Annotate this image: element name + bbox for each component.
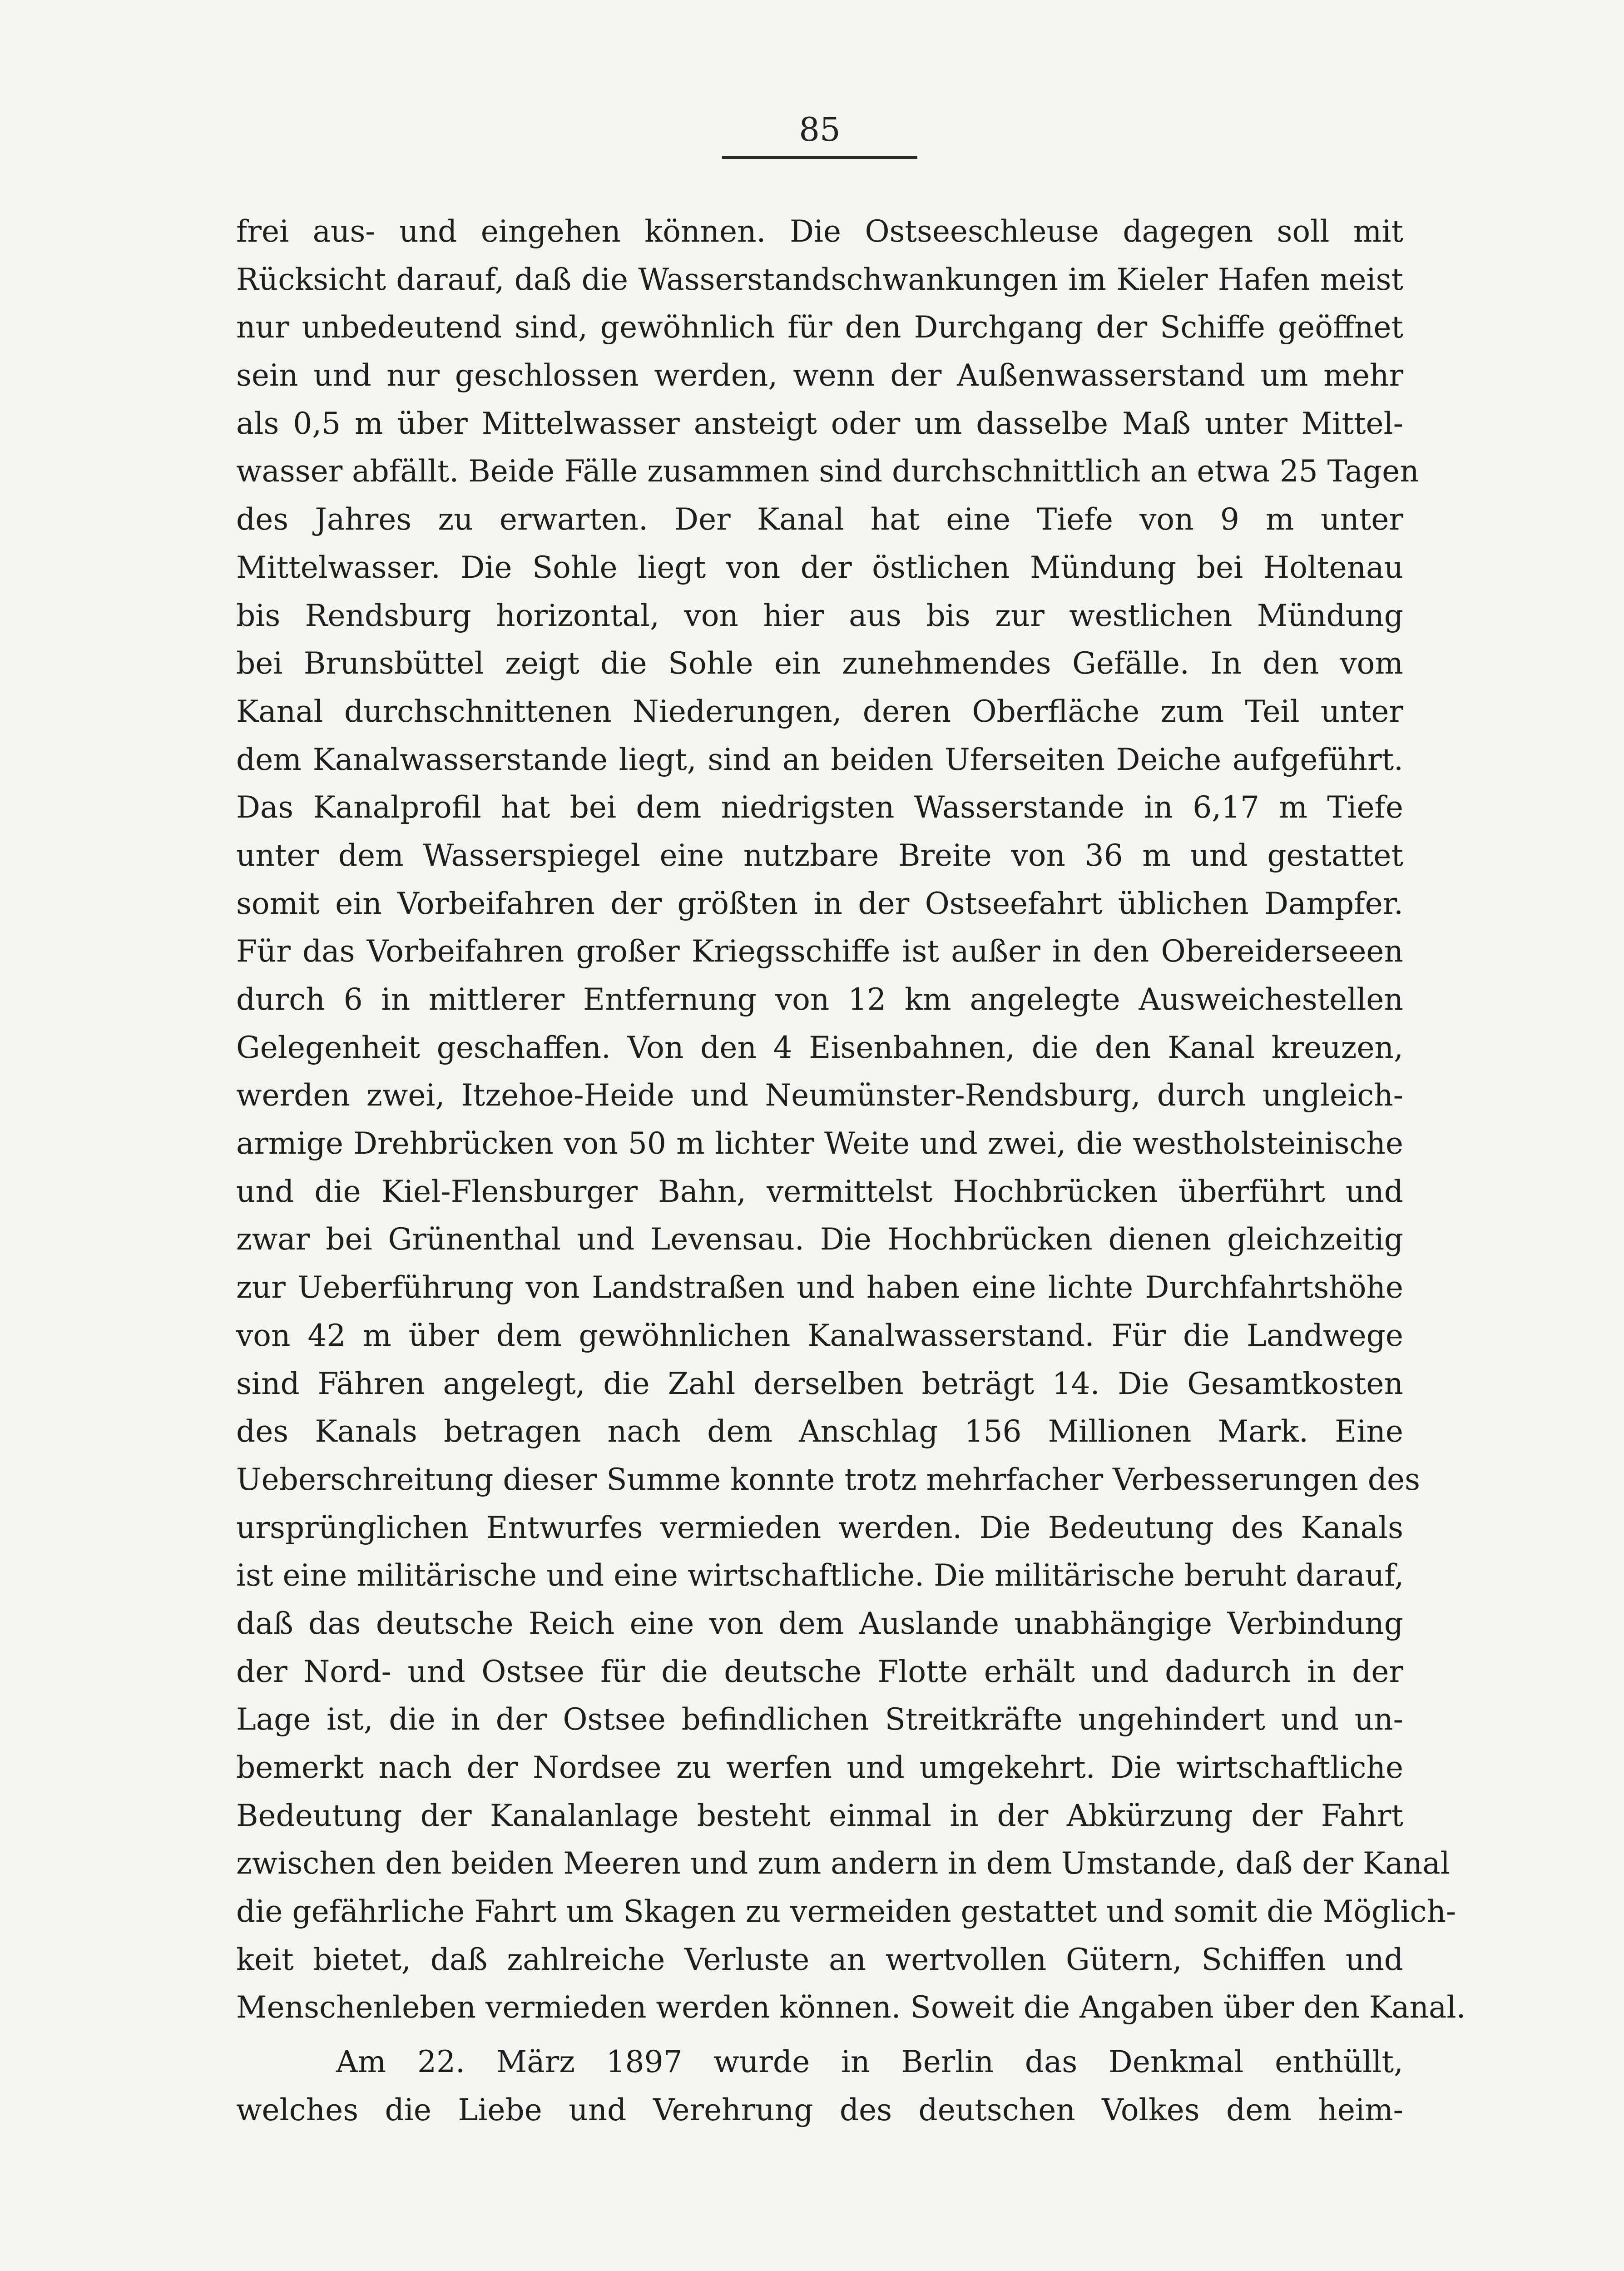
- text-line: Gelegenheit geschaffen. Von den 4 Eisenbahnen, die den Kanal kreuzen,: [236, 1030, 1403, 1065]
- text-line: Für das Vorbeifahren großer Kriegsschiffe ist außer in den Obereiderseeen: [236, 934, 1403, 969]
- text-line: der Nord- und Ostsee für die deutsche Flotte erhält und dadurch in der: [236, 1654, 1403, 1689]
- text-line: Menschenleben vermieden werden können. Soweit die Angaben über den Kanal.: [236, 1990, 1466, 2025]
- text-line: durch 6 in mittlerer Entfernung von 12 km angelegte Ausweichestellen: [236, 982, 1403, 1017]
- text-line: armige Drehbrücken von 50 m lichter Weite und zwei, die westholsteinische: [236, 1126, 1403, 1161]
- text-line: ist eine militärische und eine wirtschaftliche. Die militärische beruht darauf,: [236, 1558, 1404, 1593]
- page-header: [722, 104, 917, 159]
- text-line: frei aus- und eingehen können. Die Ostseeschleuse dagegen soll mit: [236, 214, 1403, 249]
- text-line: zwischen den beiden Meeren und zum andern in dem Umstande, daß der Kanal: [236, 1846, 1450, 1881]
- text-line: Am 22. März 1897 wurde in Berlin das Denkmal enthüllt,: [336, 2044, 1403, 2080]
- page-number: 85: [799, 110, 841, 149]
- text-line: von 42 m über dem gewöhnlichen Kanalwasserstand. Für die Landwege: [236, 1318, 1403, 1353]
- text-line: Das Kanalprofil hat bei dem niedrigsten Wasserstande in 6,17 m Tiefe: [236, 790, 1403, 825]
- text-line: bei Brunsbüttel zeigt die Sohle ein zunehmendes Gefälle. In den vom: [236, 646, 1403, 681]
- text-line: sind Fähren angelegt, die Zahl derselben beträgt 14. Die Gesamtkosten: [236, 1366, 1403, 1401]
- text-line: des Jahres zu erwarten. Der Kanal hat eine Tiefe von 9 m unter: [236, 502, 1403, 537]
- body-text: [0, 208, 1624, 2134]
- text-line: daß das deutsche Reich eine von dem Auslande unabhängige Verbindung: [236, 1606, 1403, 1641]
- text-line: unter dem Wasserspiegel eine nutzbare Breite von 36 m und gestattet: [236, 838, 1403, 873]
- text-line: Rücksicht darauf, daß die Wasserstandschwankungen im Kieler Hafen meist: [236, 262, 1403, 297]
- text-line: nur unbedeutend sind, gewöhnlich für den Durchgang der Schiffe geöffnet: [236, 310, 1403, 345]
- text-line: Mittelwasser. Die Sohle liegt von der östlichen Mündung bei Holtenau: [236, 550, 1403, 585]
- text-line: zwar bei Grünenthal und Levensau. Die Hochbrücken dienen gleichzeitig: [236, 1222, 1403, 1257]
- text-line: Lage ist, die in der Ostsee befindlichen Streitkräfte ungehindert und un-: [236, 1702, 1403, 1737]
- header-rule: [722, 156, 917, 159]
- text-line: wasser abfällt. Beide Fälle zusammen sind durchschnittlich an etwa 25 Tagen: [236, 454, 1419, 489]
- text-line: dem Kanalwasserstande liegt, sind an beiden Uferseiten Deiche aufgeführt.: [236, 742, 1403, 777]
- text-line: und die Kiel-Flensburger Bahn, vermittelst Hochbrücken überführt und: [236, 1174, 1403, 1209]
- text-line: bis Rendsburg horizontal, von hier aus bis zur westlichen Mündung: [236, 598, 1403, 633]
- text-line: des Kanals betragen nach dem Anschlag 156 Millionen Mark. Eine: [236, 1414, 1403, 1449]
- text-line: keit bietet, daß zahlreiche Verluste an wertvollen Gütern, Schiffen und: [236, 1942, 1403, 1977]
- text-line: somit ein Vorbeifahren der größten in der Ostseefahrt üblichen Dampfer.: [236, 886, 1403, 921]
- text-line: als 0,5 m über Mittelwasser ansteigt oder um dasselbe Maß unter Mittel-: [236, 406, 1403, 441]
- text-line: bemerkt nach der Nordsee zu werfen und umgekehrt. Die wirtschaftliche: [236, 1750, 1403, 1785]
- text-line: Kanal durchschnittenen Niederungen, deren Oberfläche zum Teil unter: [236, 694, 1403, 729]
- text-line: sein und nur geschlossen werden, wenn der Außenwasserstand um mehr: [236, 358, 1403, 393]
- text-line: welches die Liebe und Verehrung des deutschen Volkes dem heim-: [236, 2092, 1403, 2127]
- text-line: ursprünglichen Entwurfes vermieden werden. Die Bedeutung des Kanals: [236, 1510, 1403, 1545]
- text-line: die gefährliche Fahrt um Skagen zu vermeiden gestattet und somit die Möglich-: [236, 1894, 1456, 1929]
- text-line: zur Ueberführung von Landstraßen und haben eine lichte Durchfahrtshöhe: [236, 1270, 1403, 1305]
- text-line: werden zwei, Itzehoe-Heide und Neumünster-Rendsburg, durch ungleich-: [236, 1078, 1403, 1113]
- text-line: Bedeutung der Kanalanlage besteht einmal in der Abkürzung der Fahrt: [236, 1798, 1403, 1833]
- text-line: Ueberschreitung dieser Summe konnte trotz mehrfacher Verbesserungen des: [236, 1462, 1420, 1497]
